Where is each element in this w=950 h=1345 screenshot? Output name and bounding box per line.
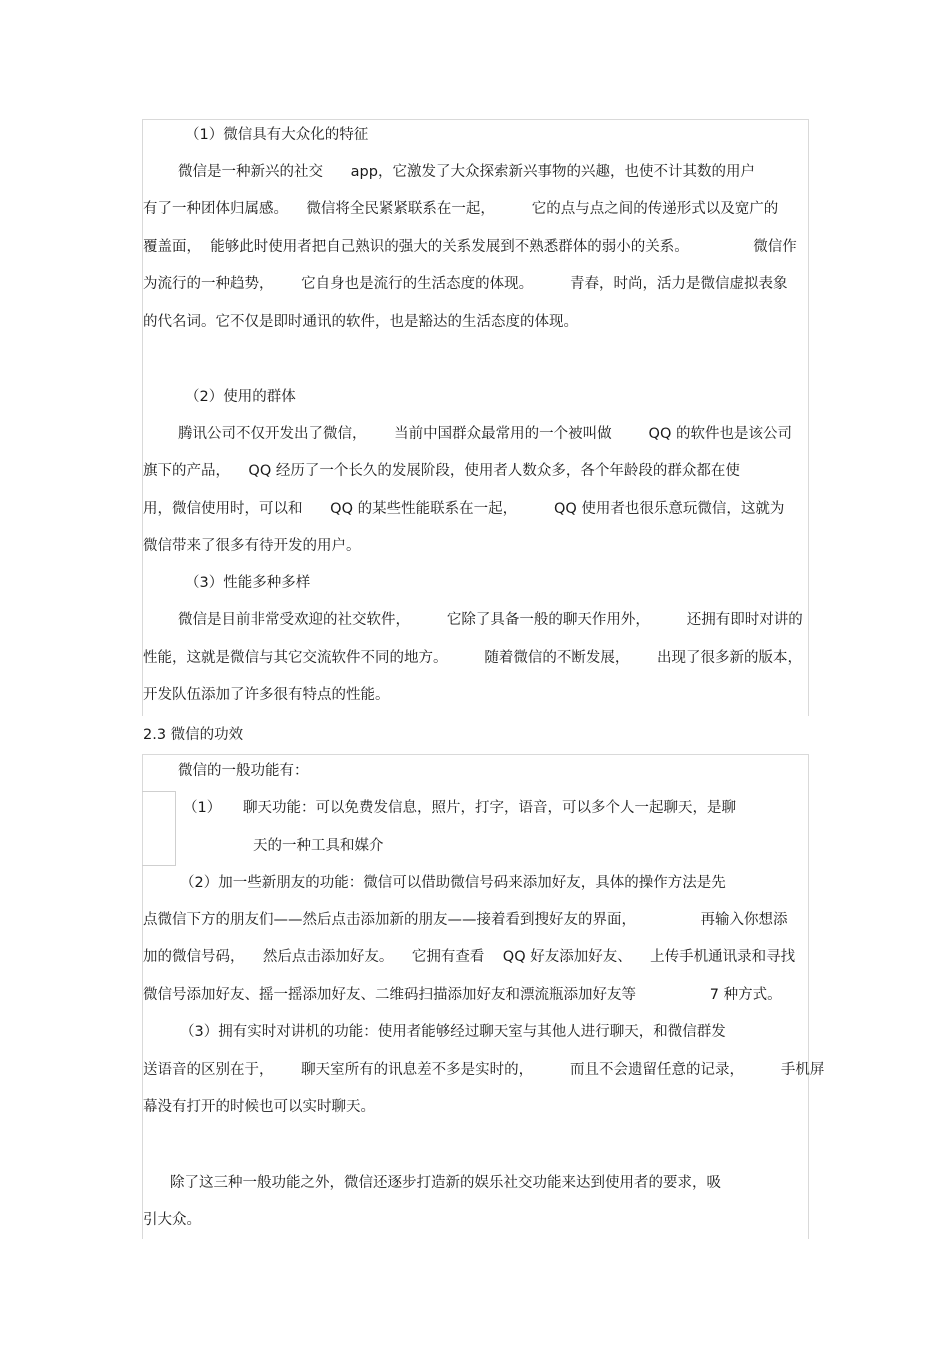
paragraph-line: 送语音的区别在于， 聊天室所有的讯息差不多是实时的， 而且不会遗留任意的记录， 手机屏 [143,1062,825,1078]
paragraph-line: 微信带来了很多有待开发的用户。 [143,538,361,554]
heading-user-groups: （2）使用的群体 [185,389,296,405]
paragraph-line: 微信是目前非常受欢迎的社交软件， 它除了具备一般的聊天作用外， 还拥有即时对讲的 [178,612,803,628]
paragraph-line: 开发队伍添加了许多很有特点的性能。 [143,687,390,703]
list-marker-box [142,791,176,866]
paragraph-line: 聊天功能：可以免费发信息，照片，打字，语音，可以多个人一起聊天，是聊 [243,800,736,816]
paragraph-line: 微信号添加好友、摇一摇添加好友、二维码扫描添加好友和漂流瓶添加好友等 7 种方式。 [143,987,782,1003]
paragraph-line: 点微信下方的朋友们——然后点击添加新的朋友——接着看到搜好友的界面， 再输入你想添 [143,912,788,928]
paragraph-line: 腾讯公司不仅开发出了微信， 当前中国群众最常用的一个被叫做 QQ 的软件也是该公司 [178,426,792,442]
paragraph-line: 除了这三种一般功能之外，微信还逐步打造新的娱乐社交功能来达到使用者的要求，吸 [170,1175,721,1191]
paragraph-line: 用，微信使用时，可以和 QQ 的某些性能联系在一起， QQ 使用者也很乐意玩微信，这就为 [143,501,785,517]
heading-diverse-features: （3）性能多种多样 [185,575,311,591]
paragraph-line: （3）拥有实时对讲机的功能：使用者能够经过聊天室与其他人进行聊天，和微信群发 [180,1024,726,1040]
section-title: 2.3 微信的功效 [143,727,244,743]
paragraph-line: 的代名词。它不仅是即时通讯的软件，也是豁达的生活态度的体现。 [143,314,578,330]
paragraph-line: 幕没有打开的时候也可以实时聊天。 [143,1099,375,1115]
paragraph-line: 天的一种工具和媒介 [253,838,384,854]
paragraph-line: 引大众。 [143,1212,201,1228]
paragraph-line: 旗下的产品， QQ 经历了一个长久的发展阶段，使用者人数众多，各个年龄段的群众都在使 [143,463,740,479]
paragraph-line: 微信是一种新兴的社交 app，它激发了大众探索新兴事物的兴趣，也使不计其数的用户 [178,164,755,180]
paragraph-line: 加的微信号码， 然后点击添加好友。 它拥有查看 QQ 好友添加好友、 上传手机通讯录和寻找 [143,949,796,965]
heading-mass-feature: （1）微信具有大众化的特征 [185,127,369,143]
paragraph-line: 性能，这就是微信与其它交流软件不同的地方。 随着微信的不断发展， 出现了很多新的版本， [143,650,803,666]
paragraph-line: 为流行的一种趋势， 它自身也是流行的生活态度的体现。 青春，时尚，活力是微信虚拟表象 [143,276,788,292]
paragraph-line: 覆盖面， 能够此时使用者把自己熟识的强大的关系发展到不熟悉群体的弱小的关系。 微信作 [143,239,797,255]
intro-line: 微信的一般功能有： [178,763,309,779]
paragraph-line: 有了一种团体归属感。 微信将全民紧紧联系在一起， 它的点与点之间的传递形式以及宽广的 [143,201,779,217]
list-item-number: （1） [183,800,222,816]
paragraph-line: （2）加一些新朋友的功能：微信可以借助微信号码来添加好友，具体的操作方法是先 [180,875,726,891]
